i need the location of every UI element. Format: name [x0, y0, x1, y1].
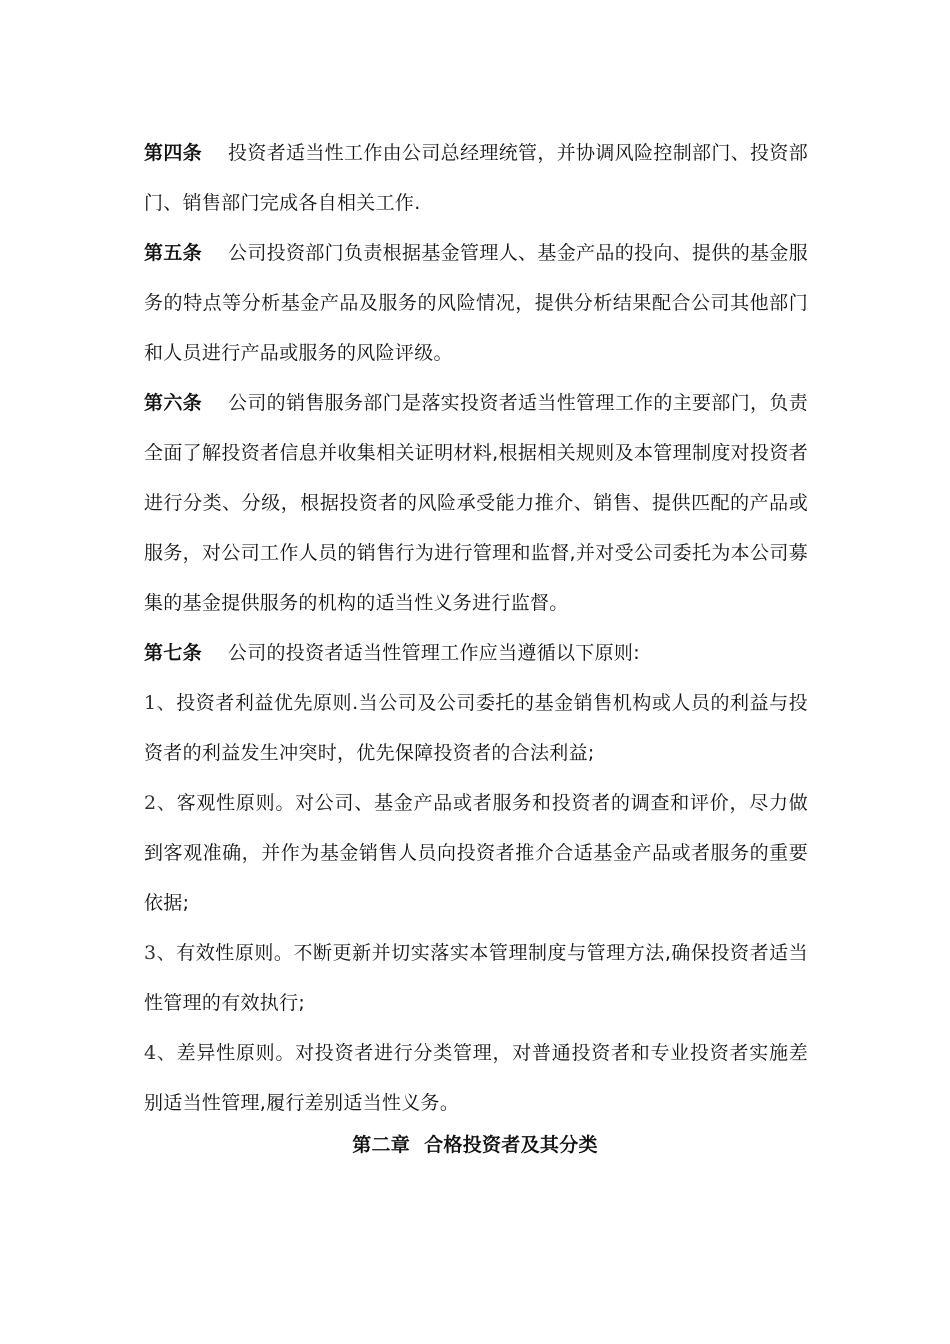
article-5 [144, 228, 808, 378]
principle-text: 有效性原则。不断更新并切实落实本管理制度与管理方法,确保投资者适当性管理的有效执行; [144, 942, 808, 1014]
principle-item [144, 778, 808, 928]
principle-text: 差异性原则。对投资者进行分类管理，对普通投资者和专业投资者实施差别适当性管理,履行差别适当性义务。 [144, 1042, 808, 1114]
document-body [144, 128, 808, 1128]
article-text: 公司投资部门负责根据基金管理人、基金产品的投向、提供的基金服务的特点等分析基金产品及服务的风险情况，提供分析结果配合公司其他部门和人员进行产品或服务的风险评级。 [144, 242, 808, 364]
principle-item [144, 678, 808, 778]
chapter-heading [0, 1120, 950, 1170]
principle-item [144, 1028, 808, 1128]
principle-number: 2、 [144, 792, 177, 814]
principle-number: 3、 [144, 942, 177, 964]
article-number: 第五条 [144, 242, 203, 264]
principle-number: 1、 [144, 692, 177, 714]
principle-text: 客观性原则。对公司、基金产品或者服务和投资者的调查和评价，尽力做到客观准确，并作为基金销售人员向投资者推介合适基金产品或者服务的重要依据; [144, 792, 808, 914]
article-7 [144, 628, 808, 678]
article-text: 投资者适当性工作由公司总经理统管，并协调风险控制部门、投资部门、销售部门完成各自相关工作. [144, 142, 808, 214]
chapter-number: 第二章 [352, 1134, 411, 1156]
article-number: 第四条 [144, 142, 203, 164]
principle-item [144, 928, 808, 1028]
article-6 [144, 378, 808, 628]
article-text: 公司的投资者适当性管理工作应当遵循以下原则: [227, 642, 640, 664]
article-number: 第六条 [144, 392, 203, 414]
article-number: 第七条 [144, 642, 202, 664]
chapter-title-text: 合格投资者及其分类 [424, 1134, 598, 1156]
principle-text: 投资者利益优先原则.当公司及公司委托的基金销售机构或人员的利益与投资者的利益发生冲突时，优先保障投资者的合法利益; [144, 692, 808, 764]
article-4 [144, 128, 808, 228]
article-text: 公司的销售服务部门是落实投资者适当性管理工作的主要部门，负责全面了解投资者信息并收集相关证明材料,根据相关规则及本管理制度对投资者进行分类、分级，根据投资者的风险承受能力推介、销售、提供匹配的产品或服务，对公司工作人员的销售行为进行管理和监督,并对受公司委托为本公司募集的基金提供服务的机构的适当性义务进行监督。 [144, 392, 808, 614]
principle-number: 4、 [144, 1042, 177, 1064]
